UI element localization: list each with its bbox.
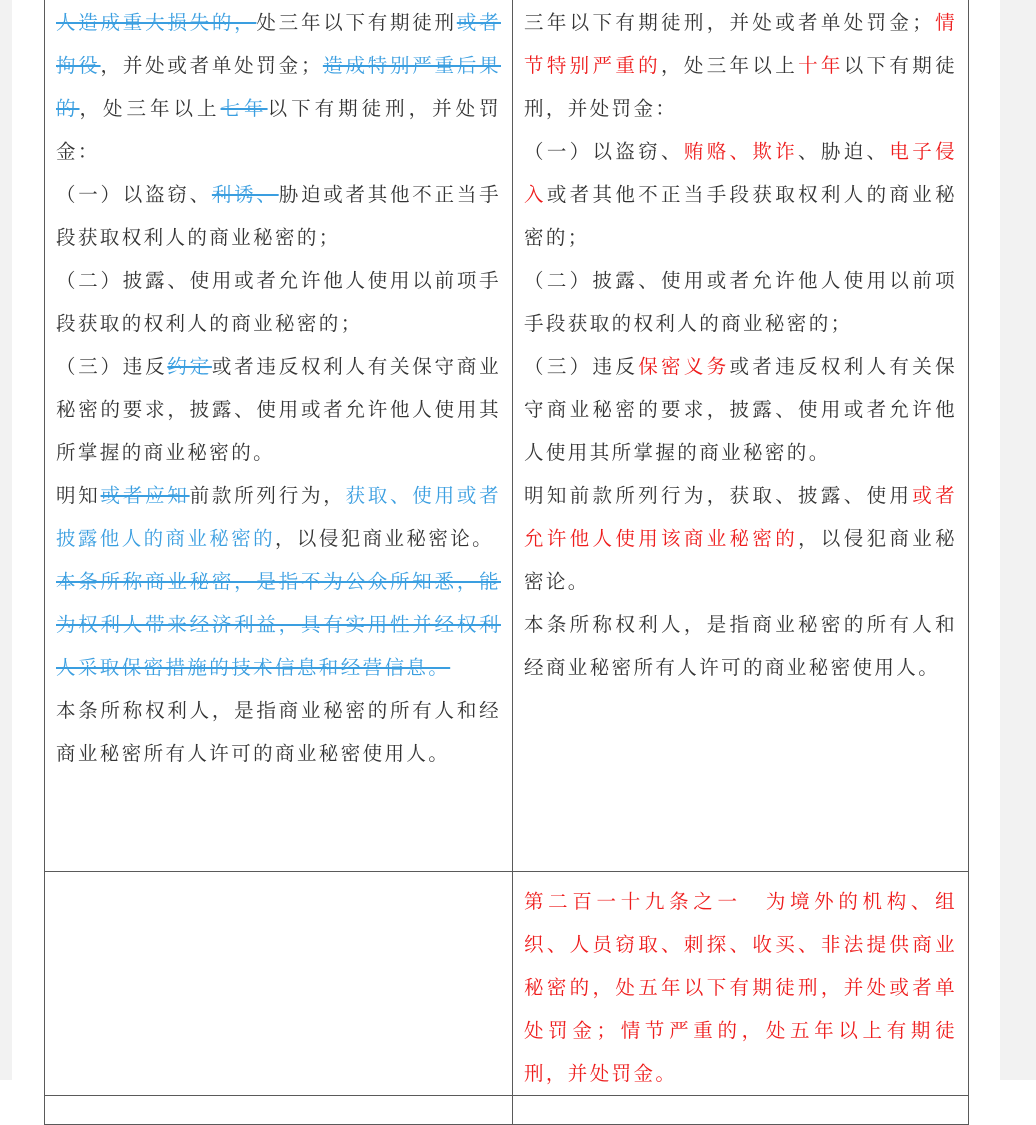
text-run: （三）违反 [56,355,168,378]
text-run: 前款所列行为， [189,484,346,507]
text-run: （三）违反 [524,355,639,378]
clause-paragraph [56,1,501,173]
text-run: （二）披露、使用或者允许他人使用以前项手段获取的权利人的商业秘密的； [56,269,501,335]
deleted-text: 造成特别严重后果的 [56,54,501,120]
clause-paragraph [524,603,957,689]
text-run: （一）以盗窃、 [524,140,684,163]
left-margin [0,0,12,1080]
old-text-cell [45,0,513,872]
text-run: （一）以盗窃、 [56,183,212,206]
clause-paragraph [524,130,957,259]
text-run: 或者其他不正当手段获取权利人的商业秘密的； [524,183,957,249]
changed-text: 获取、使用或者披露他人的商业秘密的 [56,484,501,550]
clause-paragraph [56,689,501,775]
text-run: ，并处或者单处罚金； [100,54,323,77]
text-run: 以下有期徒刑，并处罚金： [56,97,501,163]
right-margin [1000,0,1036,1080]
new-text-cell [513,0,969,872]
clause-paragraph [524,259,957,345]
added-text: 情节特别严重的 [524,11,957,77]
table-row [45,872,969,1096]
clause-paragraph [524,1,957,130]
clause-paragraph [56,560,501,689]
clause-paragraph [56,345,501,474]
clause-paragraph [56,173,501,259]
text-run: 明知前款所列行为，获取、披露、使用 [524,484,913,507]
new-article-cell [513,872,969,1096]
added-text: 或者允许他人使用该商业秘密的 [524,484,957,550]
next-row-cell [513,1096,969,1125]
added-text: 保密义务 [638,355,730,378]
clause-paragraph [56,474,501,560]
added-text: 电子侵入 [524,140,957,206]
table-row [45,1096,969,1125]
old-text-cell-empty [45,872,513,1096]
text-run: 本条所称权利人，是指商业秘密的所有人和经商业秘密所有人许可的商业秘密使用人。 [524,613,957,679]
text-run: 或者违反权利人有关保守商业秘密的要求，披露、使用或者允许他人使用其所掌握的商业秘密的。 [524,355,957,464]
text-run: 、胁迫、 [798,140,890,163]
comparison-table [44,0,969,1125]
deleted-text: 或者拘役 [56,11,501,77]
clause-paragraph [524,474,957,603]
text-run: ，以侵犯商业秘密论。 [275,527,495,550]
clause-paragraph [524,345,957,474]
text-run: 或者违反权利人有关保守商业秘密的要求，披露、使用或者允许他人使用其所掌握的商业秘密的。 [56,355,501,464]
text-run: ，以侵犯商业秘密论。 [524,527,957,593]
deleted-text: 利诱、 [211,183,279,206]
added-text: 贿赂、欺诈 [683,140,799,163]
text-run: ，处三年以上 [661,54,799,77]
clause-paragraph [524,880,957,1095]
text-run: 处三年以下有期徒刑 [256,11,457,34]
deleted-text: 约定 [167,355,212,378]
text-run: 胁迫或者其他不正当手段获取权利人的商业秘密的； [56,183,501,249]
text-run: （二）披露、使用或者允许他人使用以前项手段获取的权利人的商业秘密的； [524,269,957,335]
deleted-text: 七年 [220,97,268,120]
added-text: 十年 [798,54,844,77]
text-run: 以下有期徒刑，并处罚金： [524,54,957,120]
deleted-text: 或者应知 [100,484,190,507]
text-run: 本条所称权利人，是指商业秘密的所有人和经商业秘密所有人许可的商业秘密使用人。 [56,699,501,765]
next-row-cell [45,1096,513,1125]
deleted-text: 人造成重大损失的， [56,11,257,34]
clause-paragraph [56,259,501,345]
table-row [45,0,969,872]
text-run: 明知 [56,484,101,507]
added-text: 第二百一十九条之一 为境外的机构、组织、人员窃取、刺探、收买、非法提供商业秘密的，处五年以下有期徒刑，并处或者单处罚金；情节严重的，处五年以上有期徒刑，并处罚金。 [524,890,957,1085]
deleted-text: 本条所称商业秘密，是指不为公众所知悉，能为权利人带来经济利益，具有实用性并经权利人采取保密措施的技术信息和经营信息。 [56,570,501,679]
text-run: ，处三年以上 [79,97,221,120]
text-run: 三年以下有期徒刑，并处或者单处罚金； [524,11,935,34]
